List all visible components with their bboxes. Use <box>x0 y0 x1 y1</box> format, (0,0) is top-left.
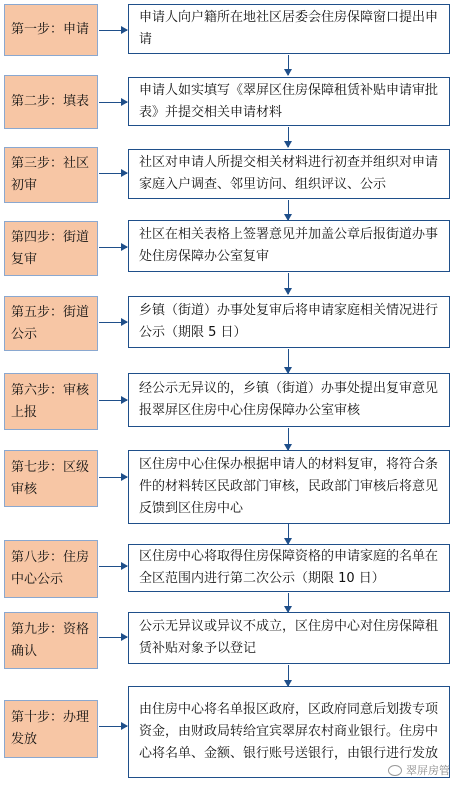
arrow-down-6 <box>288 428 289 450</box>
step-desc-10: 由住房中心将名单报区政府，区政府同意后划拨专项资金，由财政局转给宜宾翠屏农村商业银行。住房中心将名单、金额、银行账号送银行，由银行进行发放 <box>128 686 450 778</box>
step-desc-5: 乡镇（街道）办事处复审后将申请家庭相关情况进行公示（期限 5 日） <box>128 296 450 348</box>
step-label-3: 第三步：社区初审 <box>4 147 98 203</box>
arrow-right-5 <box>99 322 127 323</box>
arrow-down-4 <box>288 273 289 294</box>
arrow-down-1 <box>288 55 289 75</box>
step-desc-1: 申请人向户籍所在地社区居委会住房保障窗口提出申请 <box>128 4 450 54</box>
step-desc-2: 申请人如实填写《翠屏区住房保障租赁补贴申请审批表》并提交相关申请材料 <box>128 77 450 126</box>
step-desc-6: 经公示无异议的，乡镇（街道）办事处提出复审意见报翠屏区住房中心住房保障办公室审核 <box>128 373 450 427</box>
step-label-10: 第十步：办理发放 <box>4 700 98 758</box>
step-label-8: 第八步：住房中心公示 <box>4 540 98 598</box>
step-label-6: 第六步：审核上报 <box>4 373 98 430</box>
arrow-right-8 <box>99 566 127 567</box>
step-desc-8: 区住房中心将取得住房保障资格的申请家庭的名单在全区范围内进行第二次公示（期限 10 日） <box>128 544 450 592</box>
arrow-down-3 <box>288 200 289 220</box>
arrow-down-9 <box>288 665 289 686</box>
wechat-icon <box>388 765 402 776</box>
arrow-right-9 <box>99 637 127 638</box>
step-desc-3: 社区对申请人所提交相关材料进行初查并组织对申请家庭入户调查、邻里访问、组织评议、公示 <box>128 149 450 199</box>
step-label-2: 第二步：填表 <box>4 75 98 129</box>
step-label-5: 第五步：街道公示 <box>4 296 98 351</box>
arrow-right-7 <box>99 477 127 478</box>
step-desc-9: 公示无异议或异议不成立，区住房中心对住房保障租赁补贴对象予以登记 <box>128 612 450 664</box>
step-label-4: 第四步：街道复审 <box>4 221 98 276</box>
step-label-9: 第九步：资格确认 <box>4 612 98 669</box>
arrow-right-4 <box>99 247 127 248</box>
step-desc-7: 区住房中心住保办根据申请人的材料复审，将符合条件的材料转区民政部门审核，民政部门审核后将意见反馈到区住房中心 <box>128 450 450 524</box>
step-desc-4: 社区在相关表格上签署意见并加盖公章后报街道办事处住房保障办公室复审 <box>128 220 450 272</box>
arrow-down-8 <box>288 593 289 612</box>
watermark <box>388 762 450 778</box>
arrow-down-7 <box>288 524 289 544</box>
arrow-down-5 <box>288 349 289 373</box>
arrow-down-2 <box>288 127 289 147</box>
arrow-right-1 <box>99 30 127 31</box>
arrow-right-3 <box>99 173 127 174</box>
arrow-right-2 <box>99 102 127 103</box>
step-label-1: 第一步：申请 <box>4 4 98 56</box>
watermark-text: 翠屏房管 <box>406 764 450 777</box>
step-label-7: 第七步：区级审核 <box>4 450 98 507</box>
arrow-right-10 <box>99 726 127 727</box>
arrow-right-6 <box>99 400 127 401</box>
